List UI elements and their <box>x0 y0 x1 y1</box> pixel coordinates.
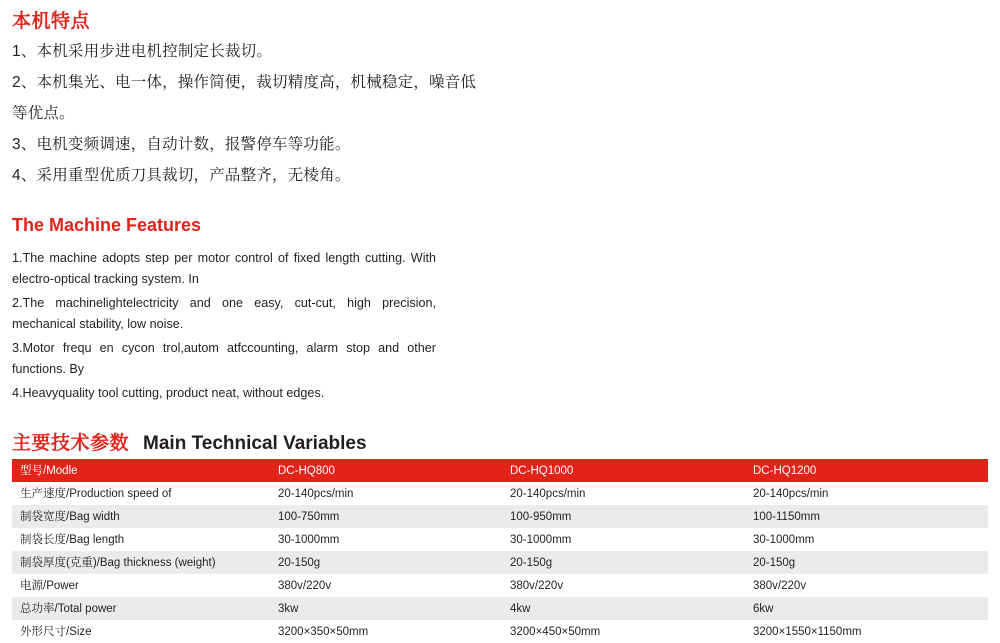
table-row <box>12 505 988 528</box>
table-cell: 4kw <box>502 597 745 620</box>
column-header: DC-HQ1000 <box>502 459 745 482</box>
tech-title-cn: 主要技术参数 <box>12 433 130 454</box>
list-item: 3、电机变频调速，自动计数，报警停车等功能。 <box>12 136 351 153</box>
table-cell: 380v/220v <box>502 574 745 597</box>
table-cell: 100-950mm <box>502 505 745 528</box>
table-row <box>12 574 988 597</box>
list-item: 2.The machinelightelectricity and one easy, cut-cut, high precision, mechanical stability, low noise. <box>12 296 436 331</box>
table-cell: 20-140pcs/min <box>502 482 745 505</box>
table-row <box>12 528 988 551</box>
table-cell: 20-140pcs/min <box>745 482 988 505</box>
table-cell: 电源/Power <box>12 574 270 597</box>
table-cell: 20-150g <box>502 551 745 574</box>
table-row <box>12 597 988 620</box>
column-header: DC-HQ800 <box>270 459 502 482</box>
table-cell: 3200×450×50mm <box>502 620 745 643</box>
table-cell: 制袋宽度/Bag width <box>12 505 270 528</box>
tech-title-en: Main Technical Variables <box>143 433 367 454</box>
table-cell: 6kw <box>745 597 988 620</box>
list-item: 4.Heavyquality tool cutting, product neat, without edges. <box>12 386 325 400</box>
table-row <box>12 551 988 574</box>
table-cell: 30-1000mm <box>745 528 988 551</box>
table-cell: 总功率/Total power <box>12 597 270 620</box>
table-cell: 3kw <box>270 597 502 620</box>
table-cell: 制袋长度/Bag length <box>12 528 270 551</box>
table-cell: 100-1150mm <box>745 505 988 528</box>
list-item: 1.The machine adopts step per motor control of fixed length cutting. With electro-optical tracking system. In <box>12 251 436 286</box>
list-item: 1、本机采用步进电机控制定长裁切。 <box>12 43 273 60</box>
table-header-row <box>12 459 988 482</box>
table-cell: 20-140pcs/min <box>270 482 502 505</box>
specifications-table <box>12 459 988 643</box>
table-cell: 3200×350×50mm <box>270 620 502 643</box>
list-item: 3.Motor frequ en cycon trol,autom atfccounting, alarm stop and other functions. By <box>12 341 436 376</box>
table-cell: 30-1000mm <box>270 528 502 551</box>
column-header: 型号/Modle <box>12 459 270 482</box>
features-en-list <box>12 248 436 404</box>
tech-section-heading <box>12 428 367 455</box>
table-cell: 380v/220v <box>745 574 988 597</box>
list-item: 2、本机集光、电一体，操作简便，裁切精度高，机械稳定，噪音低等优点。 <box>12 74 477 122</box>
features-en-title: The Machine Features <box>12 215 202 235</box>
table-cell: 生产速度/Production speed of <box>12 482 270 505</box>
table-cell: 制袋厚度(克重)/Bag thickness (weight) <box>12 551 270 574</box>
table-row <box>12 482 988 505</box>
table-cell: 380v/220v <box>270 574 502 597</box>
table-row <box>12 620 988 643</box>
table-cell: 3200×1550×1150mm <box>745 620 988 643</box>
table-cell: 30-1000mm <box>502 528 745 551</box>
table-cell: 外形尺寸/Size <box>12 620 270 643</box>
features-cn-list <box>12 36 482 191</box>
list-item: 4、采用重型优质刀具裁切，产品整齐，无棱角。 <box>12 167 351 184</box>
table-cell: 20-150g <box>745 551 988 574</box>
column-header: DC-HQ1200 <box>745 459 988 482</box>
features-cn-title: 本机特点 <box>12 11 91 32</box>
table-cell: 100-750mm <box>270 505 502 528</box>
table-cell: 20-150g <box>270 551 502 574</box>
